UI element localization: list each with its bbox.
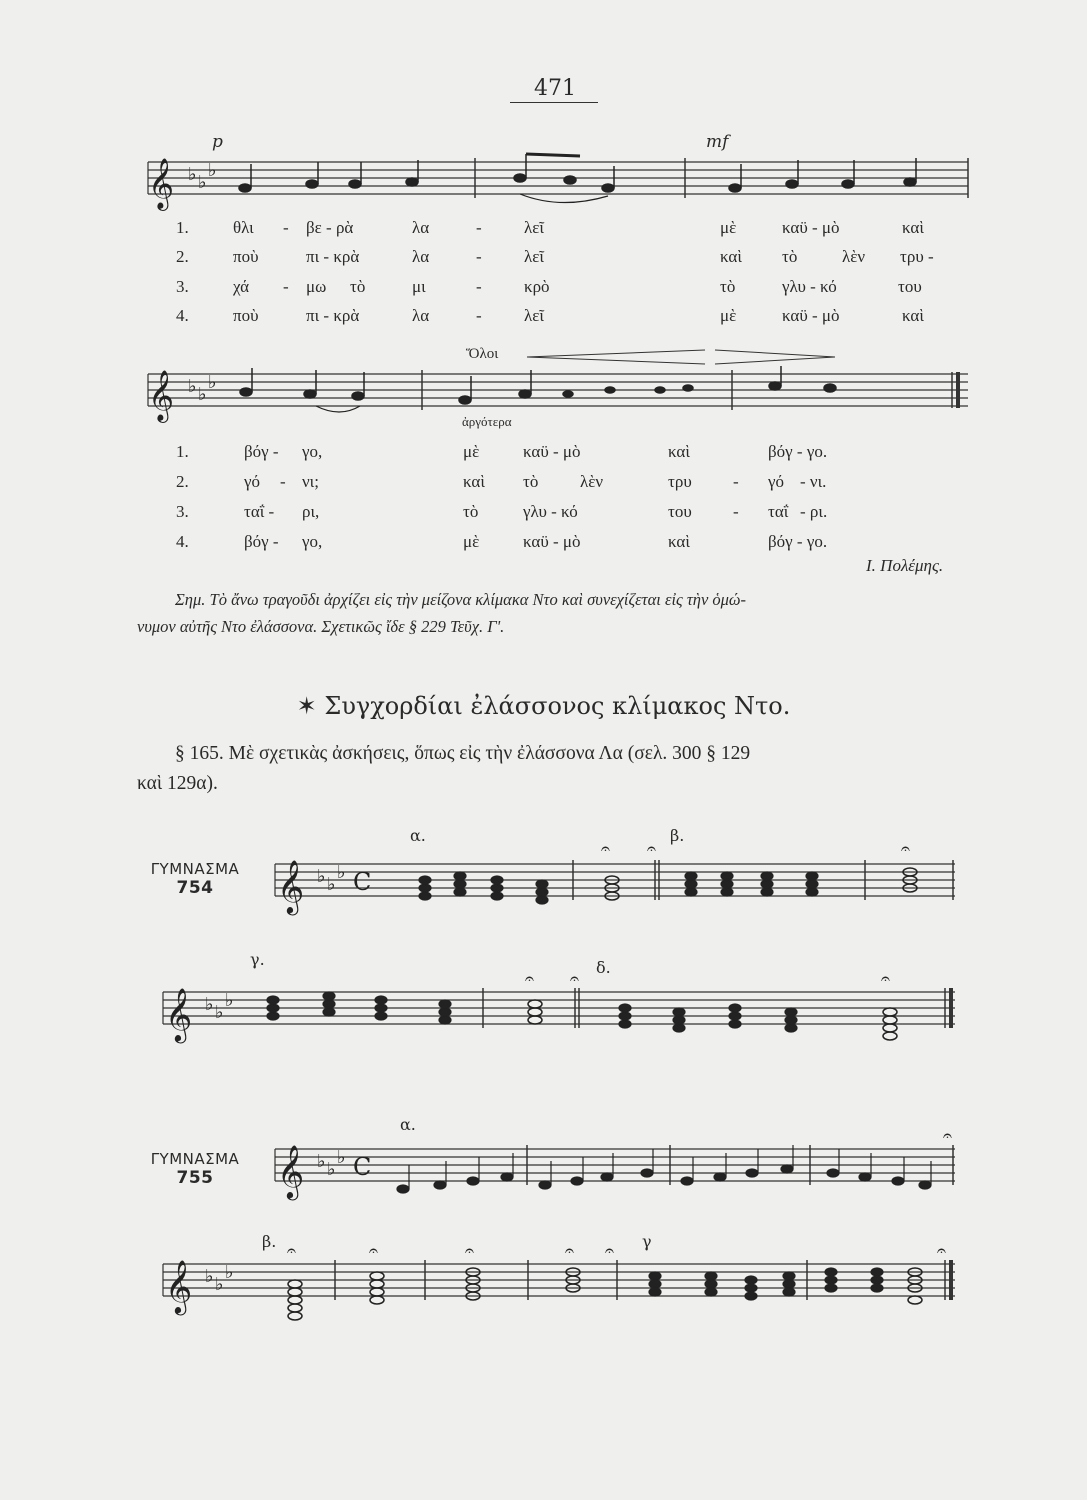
syllable: μὲ [463,532,480,551]
syllable: καὶ [668,442,690,461]
syllable: του [668,502,692,521]
syllable: - [280,472,286,491]
svg-text:𝄐: 𝄐 [601,839,610,858]
mark-beta: β. [262,1232,277,1251]
exercise-755-staff-1 [255,1126,965,1210]
syllable: λὲν [580,472,604,491]
verse-number: 2. [176,472,189,491]
syllable: μὲ [720,306,737,325]
syllable: κρὸ [524,277,550,296]
verse-number: 3. [176,277,189,296]
syllable: ποὺ [233,306,259,325]
syllable: πι - κρὰ [306,306,360,325]
syllable: λεῖ [524,247,544,266]
olo-label: Ὅλοι [466,346,499,362]
svg-text:♭: ♭ [198,384,207,405]
syllable: - [283,218,289,237]
syllable: γο, [302,442,323,461]
syllable: ταΐ [768,502,789,521]
syllable: - ρι. [800,502,828,521]
verse-number: 1. [176,442,189,461]
syllable: τὸ [350,277,366,296]
syllable: πι - κρὰ [306,247,360,266]
syllable: καὶ [463,472,485,491]
paragraph-line-1: § 165. Μὲ σχετικὰς ἀσκήσεις, ὅπως εἰς τὴν ἐλάσσονα Λα (σελ. 300 § 129 [175,743,751,764]
syllable: γο, [302,532,323,551]
svg-text:♭: ♭ [225,990,234,1011]
syllable: - [733,502,739,521]
mark-gamma: γ [642,1232,652,1251]
page-number: 471 [534,76,576,101]
footnote-line-2: νυμον αὐτῆς Ντο ἐλάσσονα. Σχετικῶς ἴδε § 229 Τεῦχ. Γ'. [137,617,505,636]
mark-gamma: γ. [250,950,265,969]
svg-text:𝄞: 𝄞 [148,370,175,421]
syllable: βε - ρὰ [306,218,354,237]
exercise-755-label [140,1150,250,1188]
syllable: λεῖ [524,306,544,325]
syllable: λα [412,306,430,325]
syllable: χά [233,277,250,296]
mark-beta: β. [670,826,685,845]
syllable: λα [412,247,430,266]
svg-text:♭: ♭ [337,862,346,883]
syllable: μι [412,277,426,296]
syllable: καὶ [720,247,742,266]
svg-text:♭: ♭ [317,866,326,887]
syllable: - [476,218,482,237]
dynamic-p: p [212,132,223,152]
svg-text:𝄐: 𝄐 [565,1241,574,1260]
syllable: γλυ - κό [782,277,837,296]
syllable: καὶ [668,532,690,551]
syllable: βόγ - γο. [768,532,828,551]
syllable: - [476,306,482,325]
svg-text:♭: ♭ [205,1266,214,1287]
syllable: - [283,277,289,296]
svg-text:♭: ♭ [215,1002,224,1023]
syllable: μὲ [463,442,480,461]
svg-text:♭: ♭ [208,160,217,181]
syllable: βόγ - γο. [768,442,828,461]
svg-text:♭: ♭ [317,1151,326,1172]
svg-text:♭: ♭ [188,376,197,397]
syllable: τὸ [720,277,736,296]
mark-delta: δ. [596,958,611,977]
svg-text:𝄐: 𝄐 [937,1241,946,1260]
exercise-755-staff-2 [155,1241,965,1335]
syllable: ρι, [302,502,320,521]
syllable: μὲ [720,218,737,237]
syllable: λὲν [842,247,866,266]
svg-text:𝄐: 𝄐 [369,1241,378,1260]
syllable: γλυ - κό [523,502,578,521]
syllable: - [476,247,482,266]
syllable: μω [306,277,327,296]
svg-text:𝄐: 𝄐 [287,1241,296,1260]
music-staff-1 [140,150,970,225]
syllable: τὸ [463,502,479,521]
dynamic-mf: mf [706,132,729,152]
svg-text:𝄐: 𝄐 [881,969,890,988]
music-staff-2 [140,362,970,422]
syllable: τὸ [782,247,798,266]
exercise-754-label [140,860,250,898]
exercise-number: 755 [176,1168,214,1188]
svg-text:𝄐: 𝄐 [570,969,579,988]
svg-text:𝄞: 𝄞 [165,987,193,1041]
svg-text:𝄐: 𝄐 [525,969,534,988]
svg-text:♭: ♭ [215,1274,224,1295]
svg-text:♭: ♭ [225,1262,234,1283]
author-credit: Ι. Πολέμης. [866,556,944,575]
tempo-label: ἀργότερα [462,414,512,429]
verse-number: 3. [176,502,189,521]
syllable: ποὺ [233,247,259,266]
svg-text:𝄐: 𝄐 [647,839,656,858]
exercise-label-text: ΓΥΜΝΑΣΜΑ [150,860,240,878]
syllable: καὶ [902,218,924,237]
svg-text:𝄐: 𝄐 [901,839,910,858]
svg-text:C: C [353,1153,372,1181]
syllable: θλι [233,218,254,237]
svg-text:♭: ♭ [327,874,336,895]
verse-number: 2. [176,247,189,266]
syllable: βόγ - [244,442,279,461]
syllable: τρυ [668,472,692,491]
page-number-underline [510,102,598,103]
syllable: νι; [302,472,319,491]
svg-text:♭: ♭ [327,1159,336,1180]
paragraph-line-2: καὶ 129α). [137,773,218,794]
syllable: καὶ [902,306,924,325]
exercise-number: 754 [176,878,214,898]
section-heading: ✶ Συγχορδίαι ἐλάσσονος κλίμακος Ντο. [296,692,791,720]
exercise-754-staff-2 [155,969,965,1058]
svg-text:𝄐: 𝄐 [943,1126,952,1145]
syllable: καϋ - μὸ [523,532,581,551]
mark-alpha: α. [410,826,426,845]
syllable: βόγ - [244,532,279,551]
syllable: τρυ - [900,247,934,266]
footnote-line-1: Σημ. Τὸ ἄνω τραγοῦδι ἀρχίζει εἰς τὴν μείζονα κλίμακα Ντο καὶ συνεχίζεται εἰς τὴν ὁμώ- [175,590,746,609]
syllable: γό [768,472,785,491]
svg-text:𝄞: 𝄞 [165,1259,193,1313]
verse-number: 4. [176,532,189,551]
svg-text:♭: ♭ [208,372,217,393]
syllable: λεῖ [524,218,544,237]
syllable: γό [244,472,261,491]
exercise-label-text: ΓΥΜΝΑΣΜΑ [150,1150,240,1168]
verse-number: 1. [176,218,189,237]
syllable: καϋ - μὸ [523,442,581,461]
svg-text:𝄐: 𝄐 [605,1241,614,1260]
svg-text:♭: ♭ [205,994,214,1015]
syllable: καϋ - μὸ [782,218,840,237]
syllable: λα [412,218,430,237]
syllable: του [898,277,922,296]
svg-text:𝄞: 𝄞 [148,158,175,209]
syllable: - [733,472,739,491]
mark-alpha: α. [400,1115,416,1134]
syllable: ταΐ - [244,502,275,521]
svg-text:♭: ♭ [337,1147,346,1168]
svg-text:𝄐: 𝄐 [465,1241,474,1260]
syllable: καϋ - μὸ [782,306,840,325]
syllable: - νι. [800,472,827,491]
exercise-754-staff-1 [255,839,965,925]
verse-number: 4. [176,306,189,325]
svg-text:𝄞: 𝄞 [277,859,305,913]
svg-text:C: C [353,868,372,896]
svg-text:♭: ♭ [188,164,197,185]
svg-text:𝄞: 𝄞 [277,1144,305,1198]
syllable: τὸ [523,472,539,491]
svg-text:♭: ♭ [198,172,207,193]
syllable: - [476,277,482,296]
